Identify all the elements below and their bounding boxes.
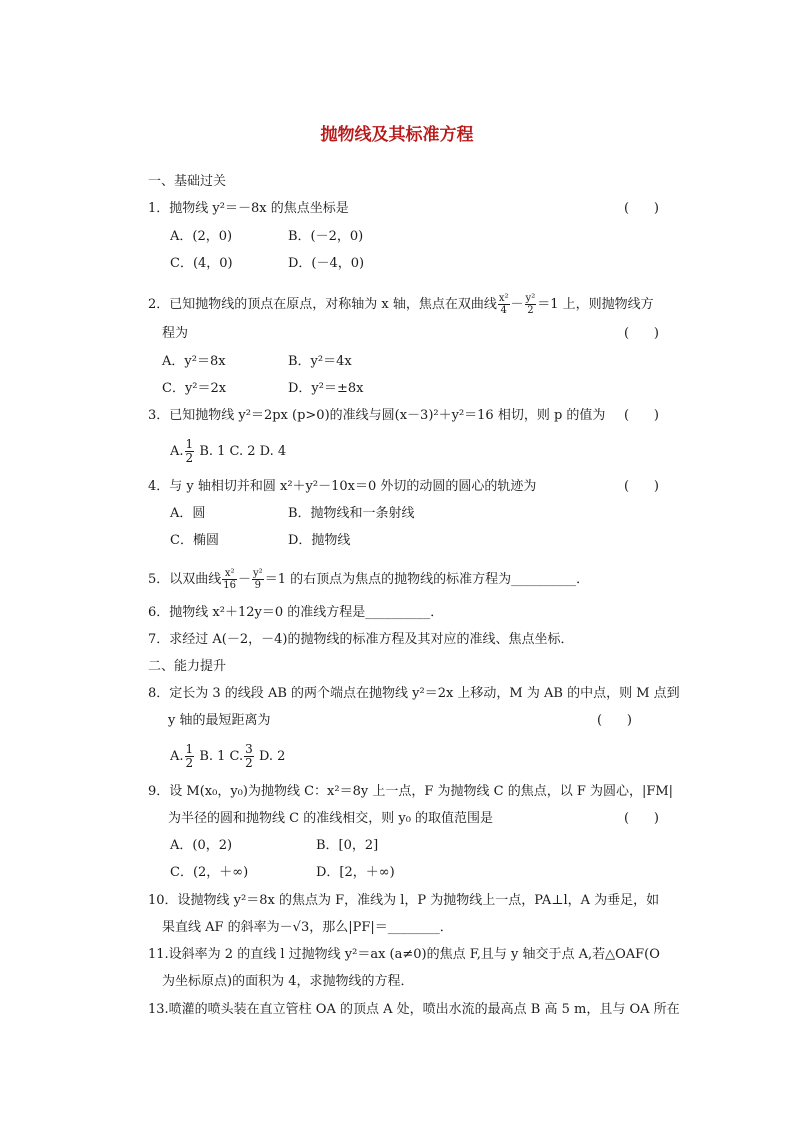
- question-3-options: [170, 438, 286, 465]
- fraction-denominator: 16: [223, 580, 237, 591]
- option-a: A．(2，0): [170, 229, 233, 244]
- question-7-stem: 7．求经过 A(－2，－4)的抛物线的标准方程及其对应的准线、焦点坐标．: [148, 632, 574, 647]
- fraction: [525, 293, 537, 316]
- answer-paren: ( ): [624, 811, 659, 826]
- answer-paren: ( ): [624, 408, 659, 423]
- answer-paren: ( ): [624, 201, 659, 216]
- question-9-continuation: 为半径的圆和抛物线 C 的准线相交，则 y₀ 的取值范围是: [168, 811, 494, 826]
- fraction-denominator: 2: [185, 756, 194, 770]
- answer-paren: ( ): [597, 713, 632, 728]
- fraction: [498, 293, 510, 316]
- fraction-numerator: 3: [245, 742, 253, 756]
- fraction-numerator: y²: [253, 568, 263, 579]
- fraction: [252, 568, 264, 591]
- option-d: D．(－4，0): [288, 256, 365, 271]
- minus-sign: －: [238, 572, 252, 587]
- question-2-text-a: 2．已知抛物线的顶点在原点，对称轴为 x 轴，焦点在双曲线: [148, 297, 497, 312]
- fraction-numerator: x²: [222, 568, 237, 580]
- option-d: D. 2: [258, 749, 286, 764]
- minus-sign: －: [510, 297, 524, 312]
- fraction-denominator: 2: [245, 756, 253, 770]
- question-5-stem: [148, 568, 589, 591]
- question-8-continuation: y 轴的最短距离为: [168, 713, 271, 728]
- question-2-stem: [148, 293, 654, 316]
- question-11-stem: 11.设斜率为 2 的直线 l 过抛物线 y²＝ax (a≠0)的焦点 F,且与 y 轴交于点 A,若△OAF(O: [148, 947, 660, 962]
- option-b: B. 1: [199, 749, 226, 764]
- fraction-numerator: 1: [185, 742, 194, 756]
- option-d: D．抛物线: [288, 533, 351, 548]
- section-heading-advanced: 二、能力提升: [148, 659, 227, 674]
- option-c: C．(4，0): [170, 256, 233, 271]
- option-c-label: C.: [229, 749, 244, 764]
- option-b: B．y²＝4x: [288, 354, 352, 369]
- question-8-stem: 8．定长为 3 的线段 AB 的两个端点在抛物线 y²＝2x 上移动，M 为 AB 的中点，则 M 点到: [148, 686, 680, 701]
- option-b: B．抛物线和一条射线: [288, 506, 415, 521]
- fraction-denominator: 4: [500, 305, 507, 316]
- fraction-denominator: 9: [254, 580, 262, 591]
- question-13-stem: 13.喷灌的喷头装在直立管柱 OA 的顶点 A 处，喷出水流的最高点 B 高 5 m，且与 OA 所在: [148, 1002, 680, 1017]
- section-heading-basic: 一、基础过关: [148, 174, 227, 189]
- option-c: C．椭圆: [170, 533, 219, 548]
- question-3-stem: 3．已知抛物线 y²＝2px (p>0)的准线与圆(x－3)²＋y²＝16 相切，则 p 的值为: [148, 408, 606, 423]
- question-1-stem: 1．抛物线 y²＝－8x 的焦点坐标是: [148, 201, 349, 216]
- option-a-label: A.: [170, 749, 184, 764]
- question-10-stem: 10．设抛物线 y²＝8x 的焦点为 F，准线为 l，P 为抛物线上一点，PA⊥l，A 为垂足，如: [148, 893, 660, 908]
- fraction: [185, 743, 195, 770]
- fraction: [185, 438, 195, 465]
- fraction-numerator: y²: [525, 293, 536, 304]
- fraction-numerator: x²: [498, 293, 509, 304]
- question-2-text-b: ＝1 上，则抛物线方: [537, 297, 654, 312]
- answer-paren: ( ): [624, 479, 659, 494]
- question-4-stem: 4．与 y 轴相切并和圆 x²＋y²－10x＝0 外切的动圆的圆心的轨迹为: [148, 479, 537, 494]
- option-c: C．(2，＋∞): [170, 865, 249, 880]
- question-5-tail: ＝1 的右顶点为焦点的抛物线的标准方程为__________．: [264, 572, 590, 587]
- question-9-stem: 9．设 M(x₀，y₀)为抛物线 C：x²＝8y 上一点，F 为抛物线 C 的焦点，以 F 为圆心，|FM|: [148, 784, 674, 799]
- question-8-options: [170, 743, 285, 770]
- fraction: [222, 568, 237, 591]
- question-5-lead: 5．以双曲线: [148, 572, 222, 587]
- option-a: A．y²＝8x: [162, 354, 226, 369]
- option-a: A．圆: [170, 506, 206, 521]
- option-d: D．[2，＋∞): [316, 865, 395, 880]
- page-title: 抛物线及其标准方程: [320, 125, 474, 145]
- fraction-denominator: 2: [185, 451, 194, 465]
- fraction-numerator: 1: [185, 437, 194, 451]
- option-b: B．(－2，0): [288, 229, 364, 244]
- question-6-stem: 6．抛物线 x²＋12y＝0 的准线方程是__________．: [148, 605, 444, 620]
- fraction: [244, 743, 254, 770]
- question-11-continuation: 为坐标原点)的面积为 4，求抛物线的方程．: [162, 974, 414, 989]
- option-d: D．y²＝±8x: [288, 381, 364, 396]
- option-a: A．(0，2): [170, 838, 233, 853]
- option-a-label: A.: [170, 444, 184, 459]
- option-b: B．[0，2]: [316, 838, 379, 853]
- option-c: C．y²＝2x: [162, 381, 227, 396]
- question-2-continuation: 程为: [162, 326, 189, 341]
- options-rest: B. 1 C. 2 D. 4: [199, 444, 287, 459]
- fraction-denominator: 2: [527, 305, 534, 316]
- answer-paren: ( ): [624, 326, 659, 341]
- question-10-continuation: 果直线 AF 的斜率为－√3，那么|PF|＝________．: [162, 920, 453, 935]
